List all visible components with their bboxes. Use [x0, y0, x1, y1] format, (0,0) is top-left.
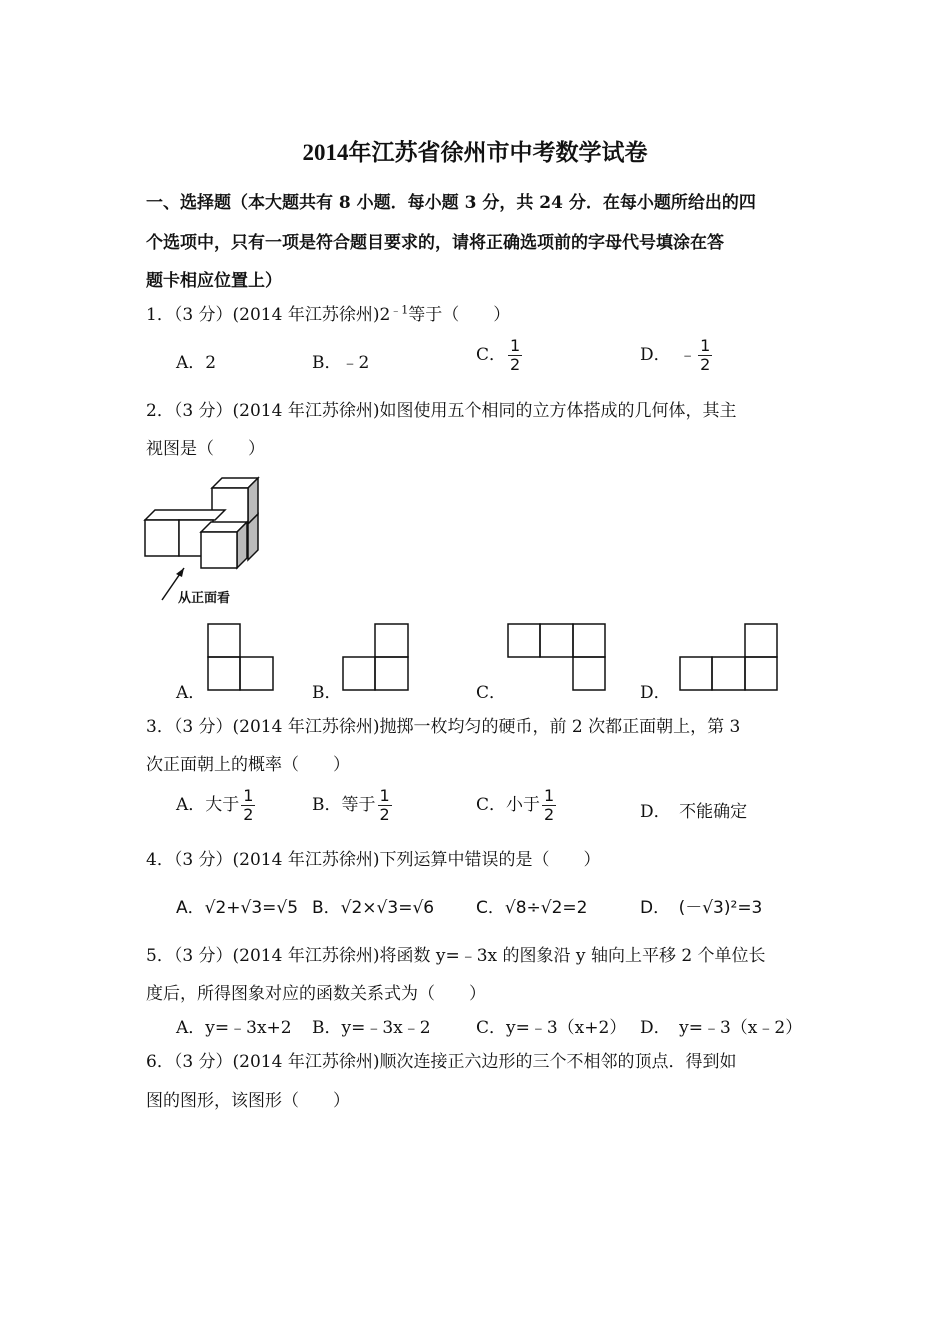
q4-option-d: D． (－√3)²=3	[640, 898, 763, 918]
q1-option-d: D． ﹣ $\frac{1}{2}$	[640, 336, 711, 374]
q5-option-a: A．y=﹣3x+2	[176, 1018, 292, 1038]
q6-stem-line1: 6．（3 分）(2014 年江苏徐州)顺次连接正六边形的三个不相邻的顶点．得到如	[146, 1052, 737, 1072]
q3-option-a: A．大于 $\frac{1}{2}$	[176, 786, 254, 824]
q2-option-b-figure	[343, 624, 411, 692]
q5-option-c: C．y=﹣3（x+2）	[476, 1018, 627, 1038]
q3-stem-line2: 次正面朝上的概率（ ）	[146, 755, 350, 775]
q2-option-d-figure	[680, 624, 780, 692]
q2-option-c: C．	[476, 683, 507, 703]
q2-cube-figure	[140, 474, 280, 609]
q1-option-b: B．﹣2	[312, 353, 370, 373]
q1-option-c: C． $\frac{1}{2}$	[476, 336, 521, 374]
q1-stem: 1．（3 分）(2014 年江苏徐州)$2^{﹣1}$等于（ ）	[146, 303, 511, 325]
q2-option-a: A．	[176, 683, 206, 703]
q2-option-a-figure	[208, 624, 276, 692]
q2-stem-line2: 视图是（ ）	[146, 439, 265, 459]
section-heading-line2: 个选项中，只有一项是符合题目要求的，请将正确选项前的字母代号填涂在答	[146, 233, 724, 253]
q3-option-d: D． 不能确定	[640, 802, 748, 822]
section-heading-line3: 题卡相应位置上）	[146, 271, 282, 291]
q3-option-b: B．等于 $\frac{1}{2}$	[312, 786, 390, 824]
q4-stem: 4．（3 分）(2014 年江苏徐州)下列运算中错误的是（ ）	[146, 850, 601, 870]
q5-stem-line1: 5．（3 分）(2014 年江苏徐州)将函数 y=﹣3x 的图象沿 y 轴向上平移 2 个单位长	[146, 946, 766, 966]
q5-option-d: D． y=﹣3（x﹣2）	[640, 1018, 803, 1038]
q4-option-c: C．√8÷√2=2	[476, 898, 588, 918]
q6-stem-line2: 图的图形，该图形（ ）	[146, 1091, 350, 1111]
q2-stem-line1: 2．（3 分）(2014 年江苏徐州)如图使用五个相同的立方体搭成的几何体，其主	[146, 401, 737, 421]
page-title: 2014年江苏省徐州市中考数学试卷	[302, 140, 648, 165]
q4-option-a: A．√2+√3=√5	[176, 898, 299, 918]
q2-option-c-figure	[508, 624, 608, 692]
q5-option-b: B．y=﹣3x﹣2	[312, 1018, 431, 1038]
q4-option-b: B．√2×√3=√6	[312, 898, 435, 918]
figure-caption: 从正面看	[178, 591, 231, 606]
q3-stem-line1: 3．（3 分）(2014 年江苏徐州)抛掷一枚均匀的硬币，前 2 次都正面朝上，第 3	[146, 717, 741, 737]
q5-stem-line2: 度后，所得图象对应的函数关系式为（ ）	[146, 984, 486, 1004]
q3-option-c: C．小于 $\frac{1}{2}$	[476, 786, 555, 824]
q2-option-b: B．	[312, 683, 342, 703]
q2-option-d: D．	[640, 683, 671, 703]
q1-option-a: A．2	[176, 353, 217, 373]
section-heading-line1: 一、选择题（本大题共有 8 小题．每小题 3 分，共 24 分．在每小题所给出的四	[146, 193, 756, 213]
